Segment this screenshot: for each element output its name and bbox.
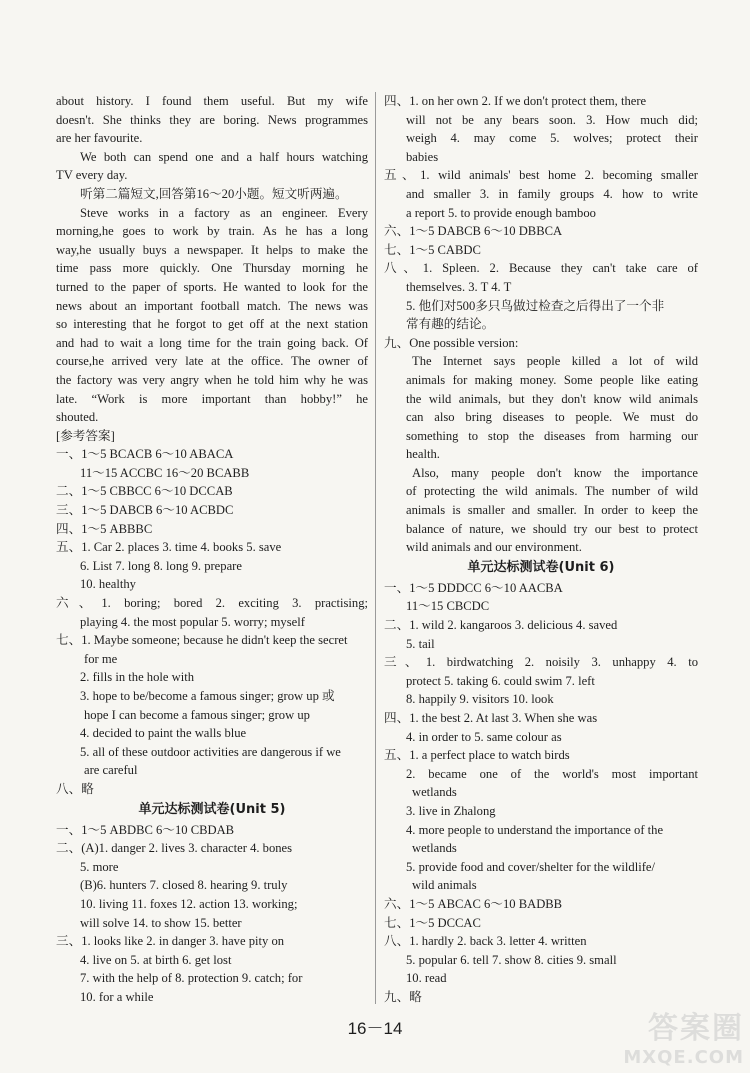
text-line: 听第二篇短文,回答第16～20小题。短文听两遍。 [80, 186, 348, 201]
text-line: protect 5. taking 6. could swim 7. left [406, 673, 595, 688]
text-line: about history. I found them useful. But my wife [56, 94, 368, 108]
text-line: 六、1～5 ABCAC 6～10 BADBB [384, 896, 563, 911]
text-line: 一、1～5 ABDBC 6～10 CBDAB [56, 822, 235, 837]
text-line: 九、One possible version: [384, 335, 519, 350]
right-column [384, 92, 698, 1007]
text-line: a report 5. to provide enough bamboo [406, 205, 596, 220]
text-line: 5. more [80, 859, 119, 874]
text-line: TV every day. [56, 168, 128, 183]
text-line: 七、1～5 DCCAC [384, 915, 481, 930]
text-line: 八、略 [56, 781, 94, 796]
text-line: and smaller 3. in family groups 4. how to write [406, 186, 698, 201]
text-line: 2. fills in the hole with [80, 670, 195, 685]
text-line: 5. 他们对500多只鸟做过检查之后得出了一个非 [406, 298, 665, 313]
text-line: 4. in order to 5. same colour as [406, 729, 562, 744]
text-line: are careful [84, 763, 138, 778]
text-line: 七、1～5 CABDC [384, 242, 481, 257]
text-line: 七、1. Maybe someone; because he didn't keep the secret [56, 633, 348, 648]
text-line: 5. provide food and cover/shelter for the wildlife/ [406, 859, 655, 874]
text-line: 八、1. Spleen. 2. Because they can't take care of [384, 261, 698, 276]
text-line: 五、1. Car 2. places 3. time 4. books 5. save [56, 540, 282, 555]
text-line: 10. for a while [80, 989, 154, 1004]
text-line: way,he usually buys a newspaper. It helps to make the [56, 242, 368, 257]
text-line: can also bring diseases to people. We must do [406, 410, 698, 425]
text-line: will not be any bears soon. 3. How much did; [406, 112, 698, 127]
text-line: hope I can become a famous singer; grow up [84, 707, 310, 722]
text-line: (B)6. hunters 7. closed 8. hearing 9. truly [80, 878, 288, 893]
text-line: health. [406, 447, 440, 462]
text-line: morning,he goes to work by train. As he has a long [56, 224, 368, 239]
text-line: [参考答案] [56, 428, 115, 443]
text-line: 4. more people to understand the importance of the [406, 822, 664, 837]
text-line: the factory was very angry when he told him why he was [56, 372, 368, 387]
text-line: 11～15 CBCDC [406, 599, 490, 614]
text-line: 5. popular 6. tell 7. show 8. cities 9. small [406, 952, 617, 967]
text-line: 2. became one of the world's most important [406, 766, 698, 781]
watermark-text: 答案圈 [648, 1011, 744, 1046]
text-line: balance of nature, we should try our best to protect [406, 521, 698, 536]
text-line: 二、1. wild 2. kangaroos 3. delicious 4. saved [384, 618, 618, 633]
text-line: of protecting the wild animals. The number of wild [406, 484, 698, 499]
text-line: 三、1～5 DABCB 6～10 ACBDC [56, 503, 234, 518]
column-divider [375, 92, 376, 1004]
text-line: the wild animals, but they don't know wild animals [406, 391, 698, 406]
text-line: will solve 14. to show 15. better [80, 915, 242, 930]
text-line: 3. live in Zhalong [406, 803, 496, 818]
text-line: 四、1. on her own 2. If we don't protect them, there [384, 94, 647, 108]
text-line: for me [84, 651, 118, 666]
text-line: 11～15 ACCBC 16～20 BCABB [80, 465, 250, 480]
left-column [56, 92, 368, 1007]
text-line: 10. read [406, 971, 447, 986]
text-line: 三、1. looks like 2. in danger 3. have pity on [56, 934, 285, 949]
text-line: 3. hope to be/become a famous singer; grow up 或 [80, 689, 335, 703]
text-line: time pass more quickly. One Thursday morning he [56, 261, 368, 276]
text-line: doesn't. She thinks they are boring. News programmes [56, 112, 368, 127]
text-line: course,he arrived very late at the office. The owner of [56, 354, 368, 369]
text-line: playing 4. the most popular 5. worry; myself [80, 614, 305, 629]
text-line: Steve works in a factory as an engineer. Every [80, 205, 368, 220]
text-line: news about an important football match. The news was [56, 298, 368, 313]
text-line: 10. living 11. foxes 12. action 13. working; [80, 896, 298, 911]
text-line: 八、1. hardly 2. back 3. letter 4. written [384, 934, 587, 949]
text-line: weigh 4. may come 5. wolves; protect their [406, 131, 698, 146]
text-line: Also, many people don't know the importance [412, 465, 698, 480]
text-line: wild animals [412, 878, 477, 893]
text-line: 8. happily 9. visitors 10. look [406, 692, 554, 707]
page-number: 16－14 [347, 1019, 403, 1038]
text-line: 7. with the help of 8. protection 9. catch; for [80, 971, 303, 986]
text-line: 6. List 7. long 8. long 9. prepare [80, 558, 242, 573]
text-line: 五、1. wild animals' best home 2. becoming smaller [384, 168, 698, 183]
section-heading: 单元达标测试卷(Unit 6) [467, 559, 615, 575]
text-line: wetlands [412, 785, 457, 800]
text-line: 常有趣的结论。 [406, 317, 495, 332]
section-heading: 单元达标测试卷(Unit 5) [138, 801, 286, 817]
text-line: shouted. [56, 410, 99, 425]
text-line: 四、1. the best 2. At last 3. When she was [384, 711, 598, 725]
watermark-logo [616, 1003, 744, 1069]
text-line: 四、1～5 ABBBC [56, 521, 153, 536]
text-line: wild animals and our environment. [406, 540, 582, 555]
watermark-url: MXQE.COM [623, 1047, 744, 1068]
text-line: turned to the paper of sports. He wanted to look for the [56, 279, 368, 294]
text-line: 六、1～5 DABCB 6～10 DBBCA [384, 224, 563, 239]
text-line: something to stop the diseases from harming our [406, 428, 698, 443]
text-line: 五、1. a perfect place to watch birds [384, 748, 570, 763]
text-line: 5. tail [406, 636, 435, 651]
text-line: 4. decided to paint the walls blue [80, 726, 247, 741]
text-line: 三、1. birdwatching 2. noisily 3. unhappy 4. to [384, 655, 698, 670]
text-line: animals for making money. Some people like eating [406, 372, 698, 387]
text-line: 二、1～5 CBBCC 6～10 DCCAB [56, 484, 233, 499]
text-line: 一、1～5 BCACB 6～10 ABACA [56, 447, 234, 462]
text-line: The Internet says people killed a lot of wild [412, 354, 698, 369]
text-line: 六、1. boring; bored 2. exciting 3. practising; [56, 596, 368, 611]
text-line: 二、(A)1. danger 2. lives 3. character 4. bones [56, 841, 293, 856]
text-line: 5. all of these outdoor activities are dangerous if we [80, 744, 341, 759]
text-line: babies [406, 149, 439, 164]
text-line: 一、1～5 DDDCC 6～10 AACBA [384, 580, 563, 595]
text-line: We both can spend one and a half hours watching [80, 149, 368, 164]
text-line: late. “Work is more important than hobby!” he [56, 391, 368, 406]
text-line: 九、略 [384, 989, 422, 1004]
text-line: and had to wait a long time for the train going back. Of [56, 335, 368, 350]
text-line: 10. healthy [80, 577, 136, 592]
text-line: wetlands [412, 841, 457, 856]
text-line: themselves. 3. T 4. T [406, 279, 512, 294]
text-line: 4. live on 5. at birth 6. get lost [80, 952, 232, 967]
text-line: animals is smaller and smaller. In order to keep the [406, 503, 698, 518]
text-line: are her favourite. [56, 131, 143, 146]
text-line: so interesting that he forgot to get off at the next station [56, 317, 368, 332]
